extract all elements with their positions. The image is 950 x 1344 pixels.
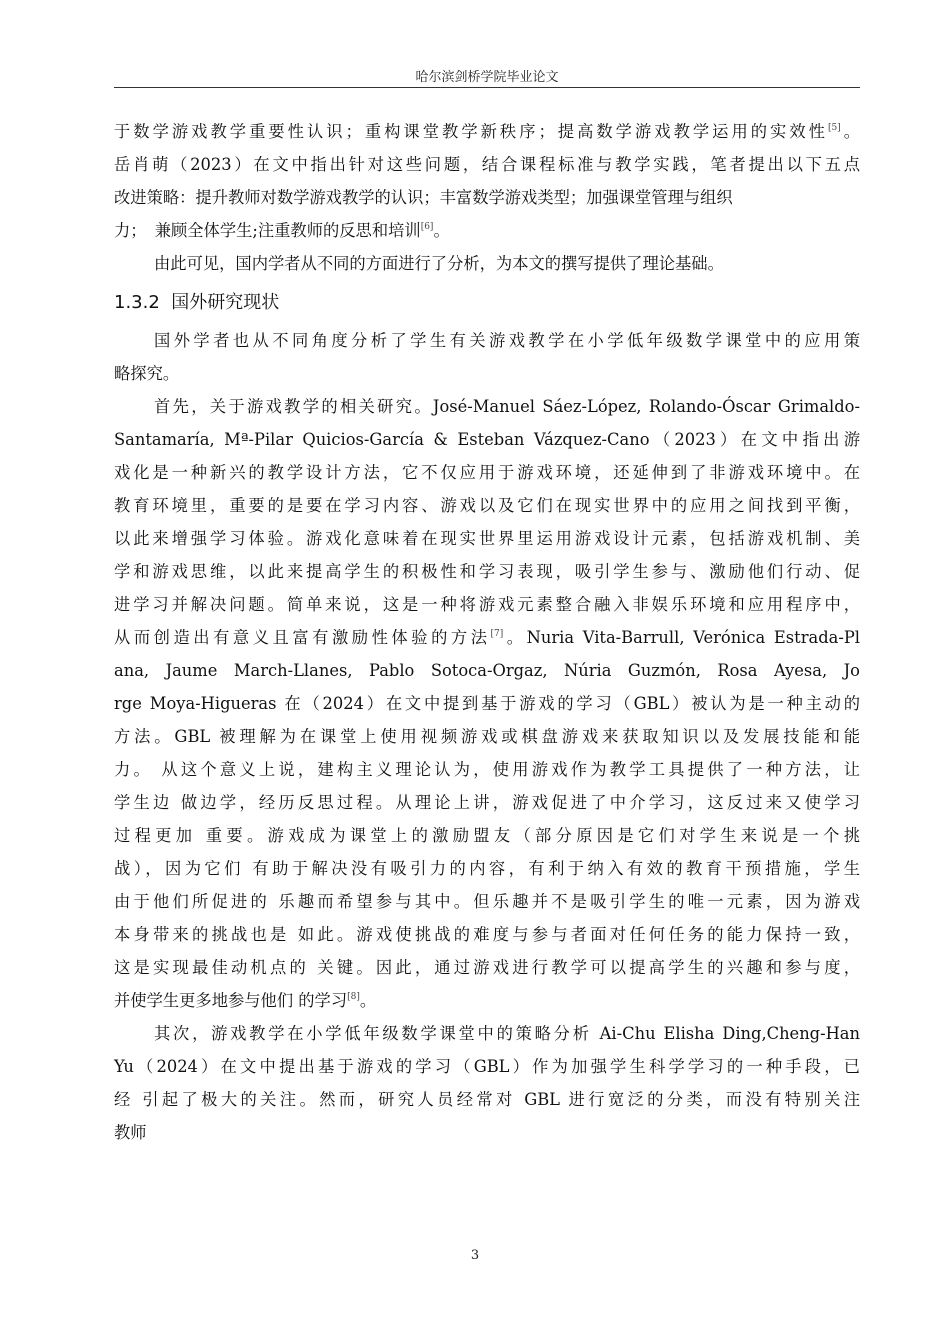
- citation-ref[interactable]: [5]: [827, 123, 841, 133]
- paragraph-line: 戏化是一种新兴的教学设计方法，它不仅应用于游戏环境，还延伸到了非游戏环境中。在: [114, 463, 860, 482]
- paragraph-line: 力。 从这个意义上说，建构主义理论认为，使用游戏作为教学工具提供了一种方法，让: [114, 760, 860, 779]
- paragraph-line: 教师: [114, 1123, 147, 1142]
- paragraph-line: 于数学游戏教学重要性认识；重构课堂教学新秩序；提高数学游戏教学运用的实效性[5]。: [114, 122, 860, 141]
- paragraph-line: 从而创造出有意义且富有激励性体验的方法[7]。Nuria Vita-Barrull, Verónica Estrada-Pl: [114, 628, 860, 647]
- paragraph-line: 并使学生更多地参与他们 的学习[8]。: [114, 991, 377, 1010]
- paragraph-line: 经 引起了极大的关注。然而，研究人员经常对 GBL 进行宽泛的分类，而没有特别关注: [114, 1090, 860, 1109]
- running-header: 哈尔滨剑桥学院毕业论文: [415, 70, 559, 85]
- paragraph-line: ana, Jaume March-Llanes, Pablo Sotoca-Orgaz, Núria Guzmón, Rosa Ayesa, Jo: [114, 661, 860, 680]
- paragraph-line: 过程更加 重要。游戏成为课堂上的激励盟友（部分原因是它们对学生来说是一个挑: [114, 826, 860, 845]
- paragraph-line: 本身带来的挑战也是 如此。游戏使挑战的难度与参与者面对任何任务的能力保持一致，: [114, 925, 860, 944]
- paragraph-line: 由于他们所促进的 乐趣而希望参与其中。但乐趣并不是吸引学生的唯一元素，因为游戏: [114, 892, 860, 911]
- paragraph-line: Santamaría, Mª-Pilar Quicios-García & Esteban Vázquez-Cano（2023）在文中指出游: [114, 430, 860, 449]
- paragraph-line: 学和游戏思维，以此来提高学生的积极性和学习表现，吸引学生参与、激励他们行动、促: [114, 562, 860, 581]
- paragraph-line: 首先，关于游戏教学的相关研究。José-Manuel Sáez-López, Rolando-Óscar Grimaldo-: [154, 397, 860, 416]
- paragraph-line: 进学习并解决问题。简单来说，这是一种将游戏元素整合融入非娱乐环境和应用程序中，: [114, 595, 860, 614]
- paragraph-line: 由此可见，国内学者从不同的方面进行了分析，为本文的撰写提供了理论基础。: [154, 254, 724, 273]
- paragraph-line: 教育环境里，重要的是要在学习内容、游戏以及它们在现实世界中的应用之间找到平衡，: [114, 496, 860, 515]
- section-heading: [114, 282, 860, 324]
- section-title: 国外研究现状: [171, 292, 280, 313]
- citation-ref[interactable]: [6]: [420, 222, 434, 232]
- paragraph-line: 国外学者也从不同角度分析了学生有关游戏教学在小学低年级数学课堂中的应用策: [154, 331, 860, 350]
- page-number: 3: [470, 1248, 480, 1263]
- citation-ref[interactable]: [8]: [347, 992, 360, 1002]
- paragraph-line: 这是实现最佳动机点的 关键。因此，通过游戏进行教学可以提高学生的兴趣和参与度，: [114, 958, 860, 977]
- paragraph-line: 以此来增强学习体验。游戏化意味着在现实世界里运用游戏设计元素，包括游戏机制、美: [114, 529, 860, 548]
- paragraph-line: 学生边 做边学，经历反思过程。从理论上讲，游戏促进了中介学习，这反过来又使学习: [114, 793, 860, 812]
- paragraph-line: rge Moya-Higueras 在（2024）在文中提到基于游戏的学习（GBL）被认为是一种主动的: [114, 694, 860, 713]
- section-number: 1.3.2: [114, 292, 160, 313]
- paragraph-line: 略探究。: [114, 364, 180, 383]
- body-text: [114, 115, 860, 1149]
- citation-ref[interactable]: [7]: [490, 629, 504, 639]
- paragraph-line: 力； 兼顾全体学生;注重教师的反思和培训[6]。: [114, 221, 450, 240]
- paragraph-line: 战），因为它们 有助于解决没有吸引力的内容，有利于纳入有效的教育干预措施，学生: [114, 859, 860, 878]
- header-rule: [114, 87, 860, 88]
- paragraph-line: Yu（2024）在文中提出基于游戏的学习（GBL）作为加强学生科学学习的一种手段，已: [114, 1057, 860, 1076]
- paragraph-line: 岳肖萌（2023）在文中指出针对这些问题，结合课程标准与教学实践，笔者提出以下五点: [114, 155, 860, 174]
- paragraph-line: 方法。GBL 被理解为在课堂上使用视频游戏或棋盘游戏来获取知识以及发展技能和能: [114, 727, 860, 746]
- paragraph-line: 其次，游戏教学在小学低年级数学课堂中的策略分析 Ai-Chu Elisha Ding,Cheng-Han: [154, 1024, 860, 1043]
- paragraph-line: 改进策略：提升教师对数学游戏教学的认识；丰富数学游戏类型；加强课堂管理与组织: [114, 188, 733, 207]
